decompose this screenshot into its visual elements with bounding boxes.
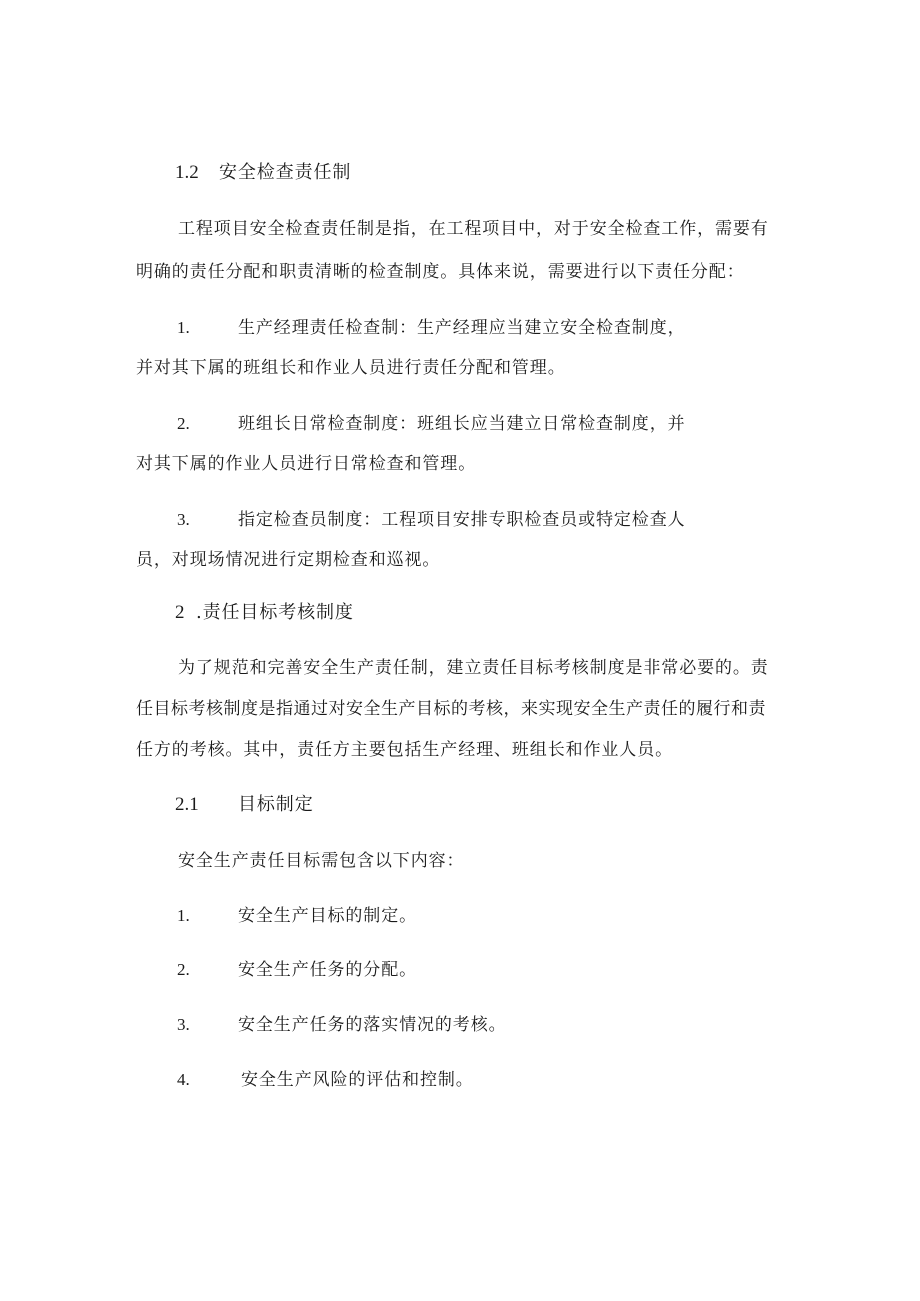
list1-item-3-line-2: 员，对现场情况进行定期检查和巡视。 [136, 550, 441, 570]
list1-item-1-line-2: 并对其下属的班组长和作业人员进行责任分配和管理。 [136, 358, 566, 378]
list1-item-2-line-2: 对其下属的作业人员进行日常检查和管理。 [136, 454, 477, 474]
list1-item-2-number: 2. [177, 414, 190, 433]
list1-item-2-line-1: 班组长日常检查制度：班组长应当建立日常检查制度，并 [238, 414, 686, 434]
list1-item-3-line-1: 指定检查员制度：工程项目安排专职检查员或特定检查人 [238, 510, 686, 530]
section-2-1-number: 2.1 [175, 794, 199, 815]
intro-line-2: 明确的责任分配和职责清晰的检查制度。具体来说，需要进行以下责任分配： [136, 262, 745, 282]
intro-line-1: 工程项目安全检查责任制是指，在工程项目中，对于安全检查工作，需要有 [178, 219, 769, 239]
para2-line-3: 任方的考核。其中，责任方主要包括生产经理、班组长和作业人员。 [136, 740, 673, 760]
para2-line-1: 为了规范和完善安全生产责任制，建立责任目标考核制度是非常必要的。责 [178, 658, 769, 678]
list2-item-2-text: 安全生产任务的分配。 [238, 960, 417, 980]
list2-item-1-text: 安全生产目标的制定。 [238, 906, 417, 926]
section-2-1-title: 目标制定 [238, 794, 314, 815]
list1-item-3-number: 3. [177, 510, 190, 529]
list2-item-2-number: 2. [177, 960, 190, 979]
section-2-number: 2 [175, 602, 185, 623]
section-1-2-title: 安全检查责任制 [219, 162, 352, 183]
list2-item-4-number: 4. [177, 1070, 190, 1089]
lead-text: 安全生产责任目标需包含以下内容： [178, 851, 465, 871]
list2-item-1-number: 1. [177, 906, 190, 925]
section-2-title: .责任目标考核制度 [196, 602, 354, 623]
section-1-2-number: 1.2 [175, 162, 199, 183]
list1-item-1-number: 1. [177, 318, 190, 337]
list2-item-3-text: 安全生产任务的落实情况的考核。 [238, 1015, 507, 1035]
list2-item-3-number: 3. [177, 1015, 190, 1034]
para2-line-2: 任目标考核制度是指通过对安全生产目标的考核，来实现安全生产责任的履行和责 [136, 699, 766, 719]
list1-item-1-line-1: 生产经理责任检查制：生产经理应当建立安全检查制度， [238, 318, 686, 338]
list2-item-4-text: 安全生产风险的评估和控制。 [241, 1070, 474, 1090]
